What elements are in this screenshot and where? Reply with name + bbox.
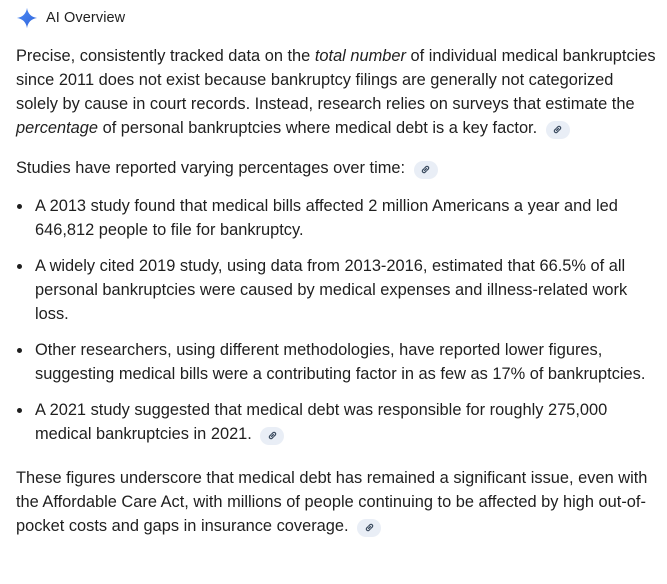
studies-lead-text: Studies have reported varying percentages over time: [16, 159, 406, 177]
list-item-text: A widely cited 2019 study, using data from 2013-2016, estimated that 66.5% of all personal bankruptcies were caused by medical expenses and illness-related work loss. [35, 257, 628, 323]
list-item [16, 338, 656, 386]
link-icon [420, 164, 431, 175]
intro-emphasis-1: total number [314, 47, 406, 65]
list-item [16, 254, 656, 326]
list-item [16, 194, 656, 242]
list-item [16, 398, 656, 446]
link-icon [267, 430, 278, 441]
ai-overview-title: AI Overview [46, 10, 126, 26]
link-icon [552, 124, 563, 135]
list-item-text: A 2013 study found that medical bills affected 2 million Americans a year and led 646,812 people to file for bankruptcy. [35, 197, 618, 239]
link-icon [364, 522, 375, 533]
list-item-text: Other researchers, using different methodologies, have reported lower figures, suggesting medical bills were a contributing factor in as few as 17% of bankruptcies. [35, 341, 646, 383]
intro-text-1: Precise, consistently tracked data on the [16, 47, 315, 65]
intro-emphasis-2: percentage [16, 119, 99, 137]
studies-lead [16, 156, 656, 180]
list-item-text: A 2021 study suggested that medical debt was responsible for roughly 275,000 medical bankruptcies in 2021. [35, 401, 608, 443]
gemini-sparkle-icon [16, 7, 38, 29]
source-link-button[interactable] [357, 519, 381, 537]
overview-content [16, 44, 656, 538]
source-link-button[interactable] [414, 161, 438, 179]
source-link-button[interactable] [260, 427, 284, 445]
studies-list [16, 194, 656, 446]
conclusion-paragraph [16, 466, 656, 538]
conclusion-text: These figures underscore that medical debt has remained a significant issue, even with the Affordable Care Act, with millions of people continuing to be affected by high out-of-pocket costs and gaps in insurance coverage. [16, 469, 648, 535]
intro-text-3: of personal bankruptcies where medical debt is a key factor. [98, 119, 538, 137]
intro-text-2: of individual medical bankruptcies since 2011 does not exist because bankruptcy filings are generally not categorized solely by cause in court records. Instead, research relies on surveys that estimate the [16, 47, 656, 113]
source-link-button[interactable] [546, 121, 570, 139]
ai-overview-header [16, 6, 125, 30]
intro-paragraph [16, 44, 656, 140]
